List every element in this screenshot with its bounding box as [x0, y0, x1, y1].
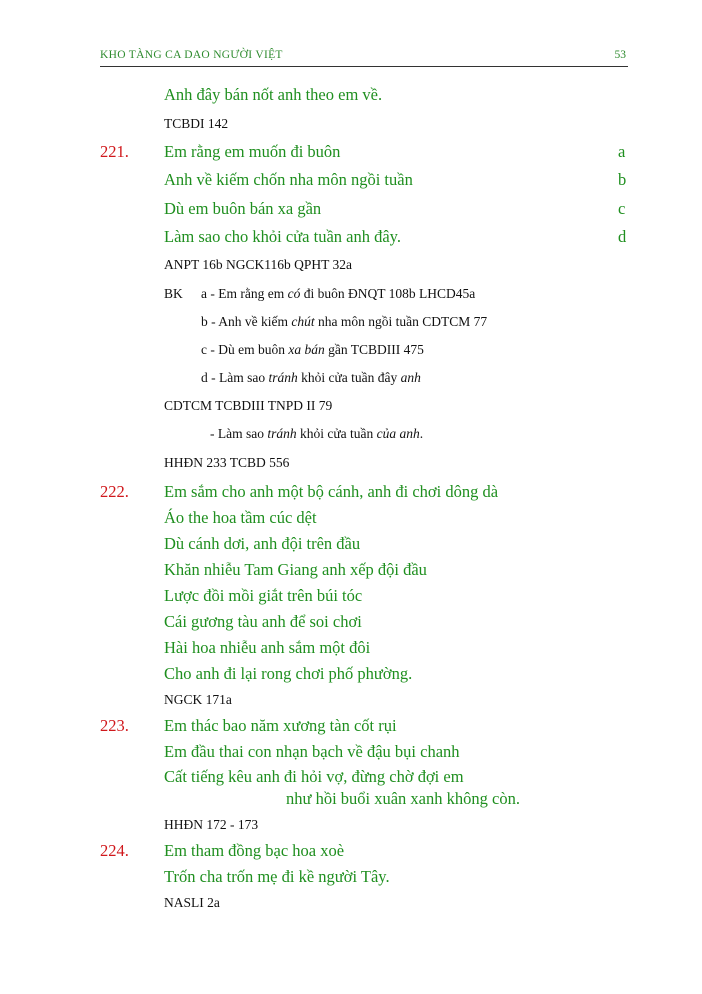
source-ref: ANPT 16b NGCK116b QPHT 32a [164, 257, 353, 272]
line-mark: c [618, 199, 626, 218]
verse-line: Anh về kiếm chốn nha môn ngồi tuần [164, 170, 413, 189]
verse-line: Hài hoa nhiễu anh sắm một đôi [164, 638, 371, 657]
line-mark: d [618, 227, 627, 246]
verse-line: Cái gương tàu anh để soi chơi [164, 612, 362, 631]
source-ref: HHĐN 233 TCBD 556 [164, 455, 290, 470]
source-ref: NASLI 2a [164, 895, 220, 910]
line-mark: b [618, 170, 627, 189]
source-ref: CDTCM TCBDIII TNPD II 79 [164, 398, 333, 413]
verse-line: Khăn nhiễu Tam Giang anh xếp đội đầu [164, 560, 427, 579]
verse-line: Dù cánh dơi, anh đội trên đầu [164, 534, 361, 553]
entry-number: 222. [100, 482, 129, 501]
verse-line: Em đầu thai con nhạn bạch về đậu bụi chanh [164, 742, 460, 761]
verse-line: Lược đồi mồi giắt trên búi tóc [164, 586, 363, 605]
entry-number: 224. [100, 841, 129, 860]
variant-b: b - Anh về kiếm chút nha môn ngồi tuần CDTCM 77 [201, 314, 488, 329]
verse-line: Trốn cha trốn mẹ đi kề người Tây. [164, 867, 390, 886]
verse-line: Em tham đồng bạc hoa xoè [164, 841, 345, 860]
line-mark: a [618, 142, 626, 161]
page-number: 53 [614, 49, 626, 61]
book-title: KHO TÀNG CA DAO NGƯỜI VIỆT [100, 49, 283, 61]
verse-line: như hồi buổi xuân xanh không còn. [286, 789, 520, 808]
verse-line: Cất tiếng kêu anh đi hỏi vợ, đừng chờ đợi em [164, 767, 464, 786]
entry-number: 223. [100, 716, 129, 735]
verse-line: Em sắm cho anh một bộ cánh, anh đi chơi dông dà [164, 482, 499, 501]
verse-line: Anh đây bán nốt anh theo em về. [164, 85, 383, 104]
variant-e: - Làm sao tránh khỏi cửa tuần của anh. [210, 426, 424, 441]
entry-number: 221. [100, 142, 129, 161]
verse-line: Dù em buôn bán xa gần [164, 199, 322, 218]
variant-c: c - Dù em buôn xa bán gần TCBDIII 475 [201, 342, 424, 357]
variant-a: a - Em rằng em có đi buôn ĐNQT 108b LHCD45a [201, 286, 476, 301]
source-ref: NGCK 171a [164, 692, 232, 707]
verse-line: Làm sao cho khỏi cửa tuần anh đây. [164, 227, 401, 246]
source-ref: HHĐN 172 - 173 [164, 817, 259, 832]
running-header [100, 48, 628, 67]
variant-d: d - Làm sao tránh khỏi cửa tuần đây anh [201, 370, 421, 385]
verse-line: Em rằng em muốn đi buôn [164, 142, 341, 161]
verse-line: Em thác bao năm xương tàn cốt rụi [164, 716, 397, 735]
variants-label: BK [164, 286, 183, 301]
verse-line: Cho anh đi lại rong chơi phố phường. [164, 664, 413, 683]
verse-line: Áo the hoa tầm cúc dệt [164, 508, 317, 527]
source-ref: TCBDI 142 [164, 116, 229, 131]
